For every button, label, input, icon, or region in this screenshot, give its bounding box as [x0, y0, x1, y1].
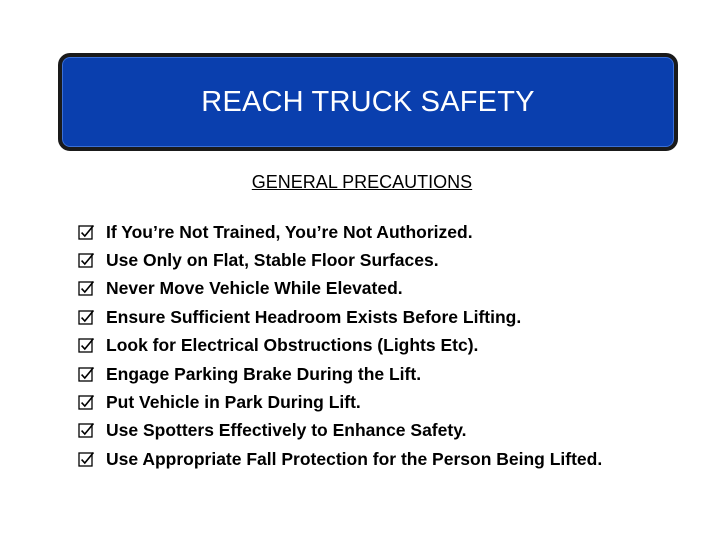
section-heading-text: GENERAL PRECAUTIONS: [251, 172, 473, 192]
list-item-text: Use Spotters Effectively to Enhance Safety.: [106, 420, 467, 441]
list-item-text: Never Move Vehicle While Elevated.: [106, 278, 403, 299]
list-item-text: Look for Electrical Obstructions (Lights Etc).: [106, 335, 479, 356]
checked-box-icon: [78, 422, 95, 439]
checked-box-icon: [78, 280, 95, 297]
list-item: [78, 388, 602, 416]
checked-box-icon: [78, 394, 95, 411]
checked-box-icon: [78, 451, 95, 468]
list-item-text: If You’re Not Trained, You’re Not Authorized.: [106, 221, 473, 242]
list-item: [78, 275, 602, 303]
slide-title: REACH TRUCK SAFETY: [201, 85, 535, 118]
list-item-text: Put Vehicle in Park During Lift.: [106, 392, 361, 413]
checked-box-icon: [78, 337, 95, 354]
checked-box-icon: [78, 366, 95, 383]
list-item: [78, 303, 602, 331]
list-item-text: Use Appropriate Fall Protection for the Person Being Lifted.: [106, 448, 603, 469]
list-item: [78, 445, 602, 473]
checked-box-icon: [78, 224, 95, 241]
list-item: [78, 417, 602, 445]
list-item: [78, 360, 602, 388]
checked-box-icon: [78, 309, 95, 326]
list-item-text: Ensure Sufficient Headroom Exists Before Lifting.: [106, 306, 522, 327]
title-banner: [58, 53, 678, 151]
checked-box-icon: [78, 252, 95, 269]
precautions-list: [78, 218, 602, 474]
list-item-text: Use Only on Flat, Stable Floor Surfaces.: [106, 250, 439, 271]
list-item-text: Engage Parking Brake During the Lift.: [106, 363, 422, 384]
list-item: [78, 332, 602, 360]
list-item: [78, 218, 602, 246]
list-item: [78, 246, 602, 274]
section-heading: [0, 172, 720, 193]
